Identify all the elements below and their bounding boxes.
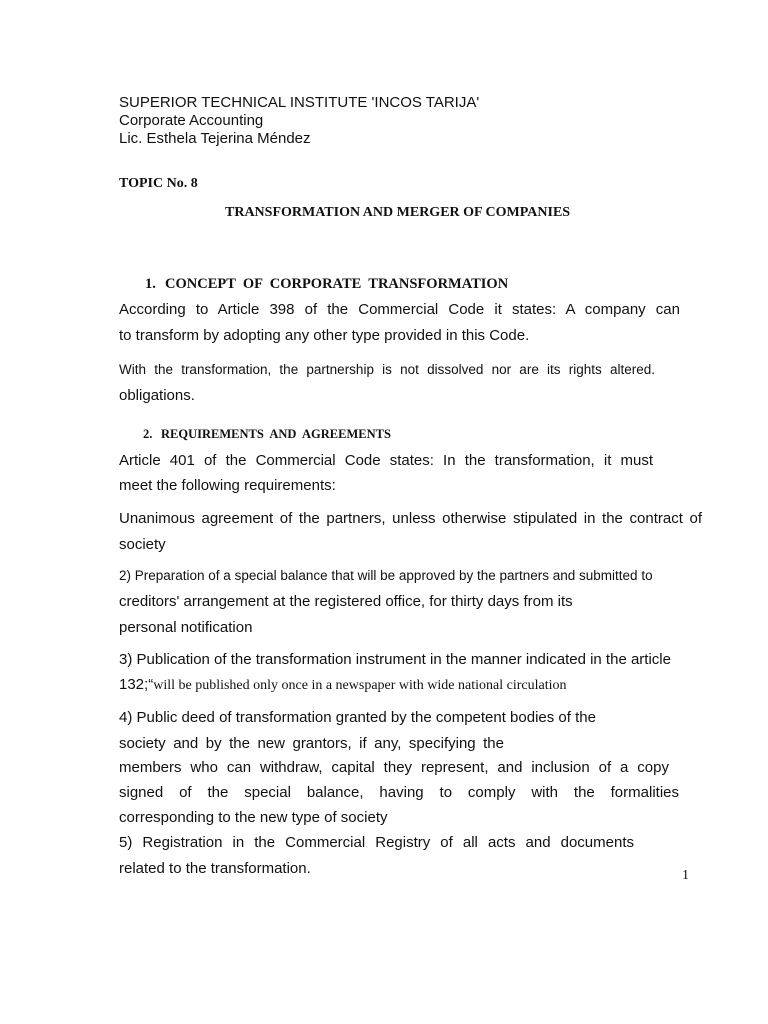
section-2-heading xyxy=(143,427,391,442)
requirement-4-line-3: members who can withdraw, capital they represent, and inclusion of a copy xyxy=(119,759,669,776)
requirement-3-line-2 xyxy=(119,676,566,694)
topic-label: TOPIC No. 8 xyxy=(119,176,198,191)
course-name: Corporate Accounting xyxy=(119,112,264,129)
requirement-2-line-3: personal notification xyxy=(119,619,253,636)
requirement-5-line-2: related to the transformation. xyxy=(119,860,311,877)
section-1-para-1-line-2: to transform by adopting any other type provided in this Code. xyxy=(119,327,530,344)
requirement-5-line-1: 5) Registration in the Commercial Registry of all acts and documents xyxy=(119,834,634,851)
section-1-para-2-line-2: obligations. xyxy=(119,387,195,404)
requirement-1-line-1: Unanimous agreement of the partners, unless otherwise stipulated in the contract of xyxy=(119,510,702,527)
page-number: 1 xyxy=(682,868,689,883)
section-1-title: CONCEPT OF CORPORATE TRANSFORMATION xyxy=(165,276,509,292)
section-2-intro-line-2: meet the following requirements: xyxy=(119,477,336,494)
requirement-3-quote: will be published only once in a newspaper with wide national circulation xyxy=(153,678,567,693)
lecturer-name: Lic. Esthela Tejerina Méndez xyxy=(119,130,311,147)
section-1-para-2-line-1: With the transformation, the partnership is not dissolved nor are its rights altered. xyxy=(119,362,655,377)
requirement-1-line-2: society xyxy=(119,536,166,553)
requirement-2-line-2: creditors' arrangement at the registered office, for thirty days from its xyxy=(119,593,573,610)
section-2-title: REQUIREMENTS AND AGREEMENTS xyxy=(161,427,391,441)
section-1-para-1-line-1: According to Article 398 of the Commercial Code it states: A company can xyxy=(119,301,680,318)
requirement-4-line-4: signed of the special balance, having to comply with the formalities xyxy=(119,784,679,801)
requirement-4-line-1: 4) Public deed of transformation granted by the competent bodies of the xyxy=(119,709,596,726)
section-1-number: 1. xyxy=(145,276,156,292)
requirement-4-line-5: corresponding to the new type of society xyxy=(119,809,388,826)
institute-name: SUPERIOR TECHNICAL INSTITUTE 'INCOS TARIJA' xyxy=(119,94,480,111)
requirement-3-article-ref: 132;“ xyxy=(119,676,154,693)
requirement-3-line-1: 3) Publication of the transformation instrument in the manner indicated in the article xyxy=(119,651,671,668)
section-2-number: 2. xyxy=(143,427,153,441)
requirement-2-line-1: 2) Preparation of a special balance that will be approved by the partners and submitted to xyxy=(119,568,653,583)
document-title: TRANSFORMATION AND MERGER OF COMPANIES xyxy=(225,205,571,220)
section-2-intro-line-1: Article 401 of the Commercial Code states: In the transformation, it must xyxy=(119,452,653,469)
section-1-heading xyxy=(145,276,508,293)
requirement-4-line-2: society and by the new grantors, if any, specifying the xyxy=(119,735,504,752)
